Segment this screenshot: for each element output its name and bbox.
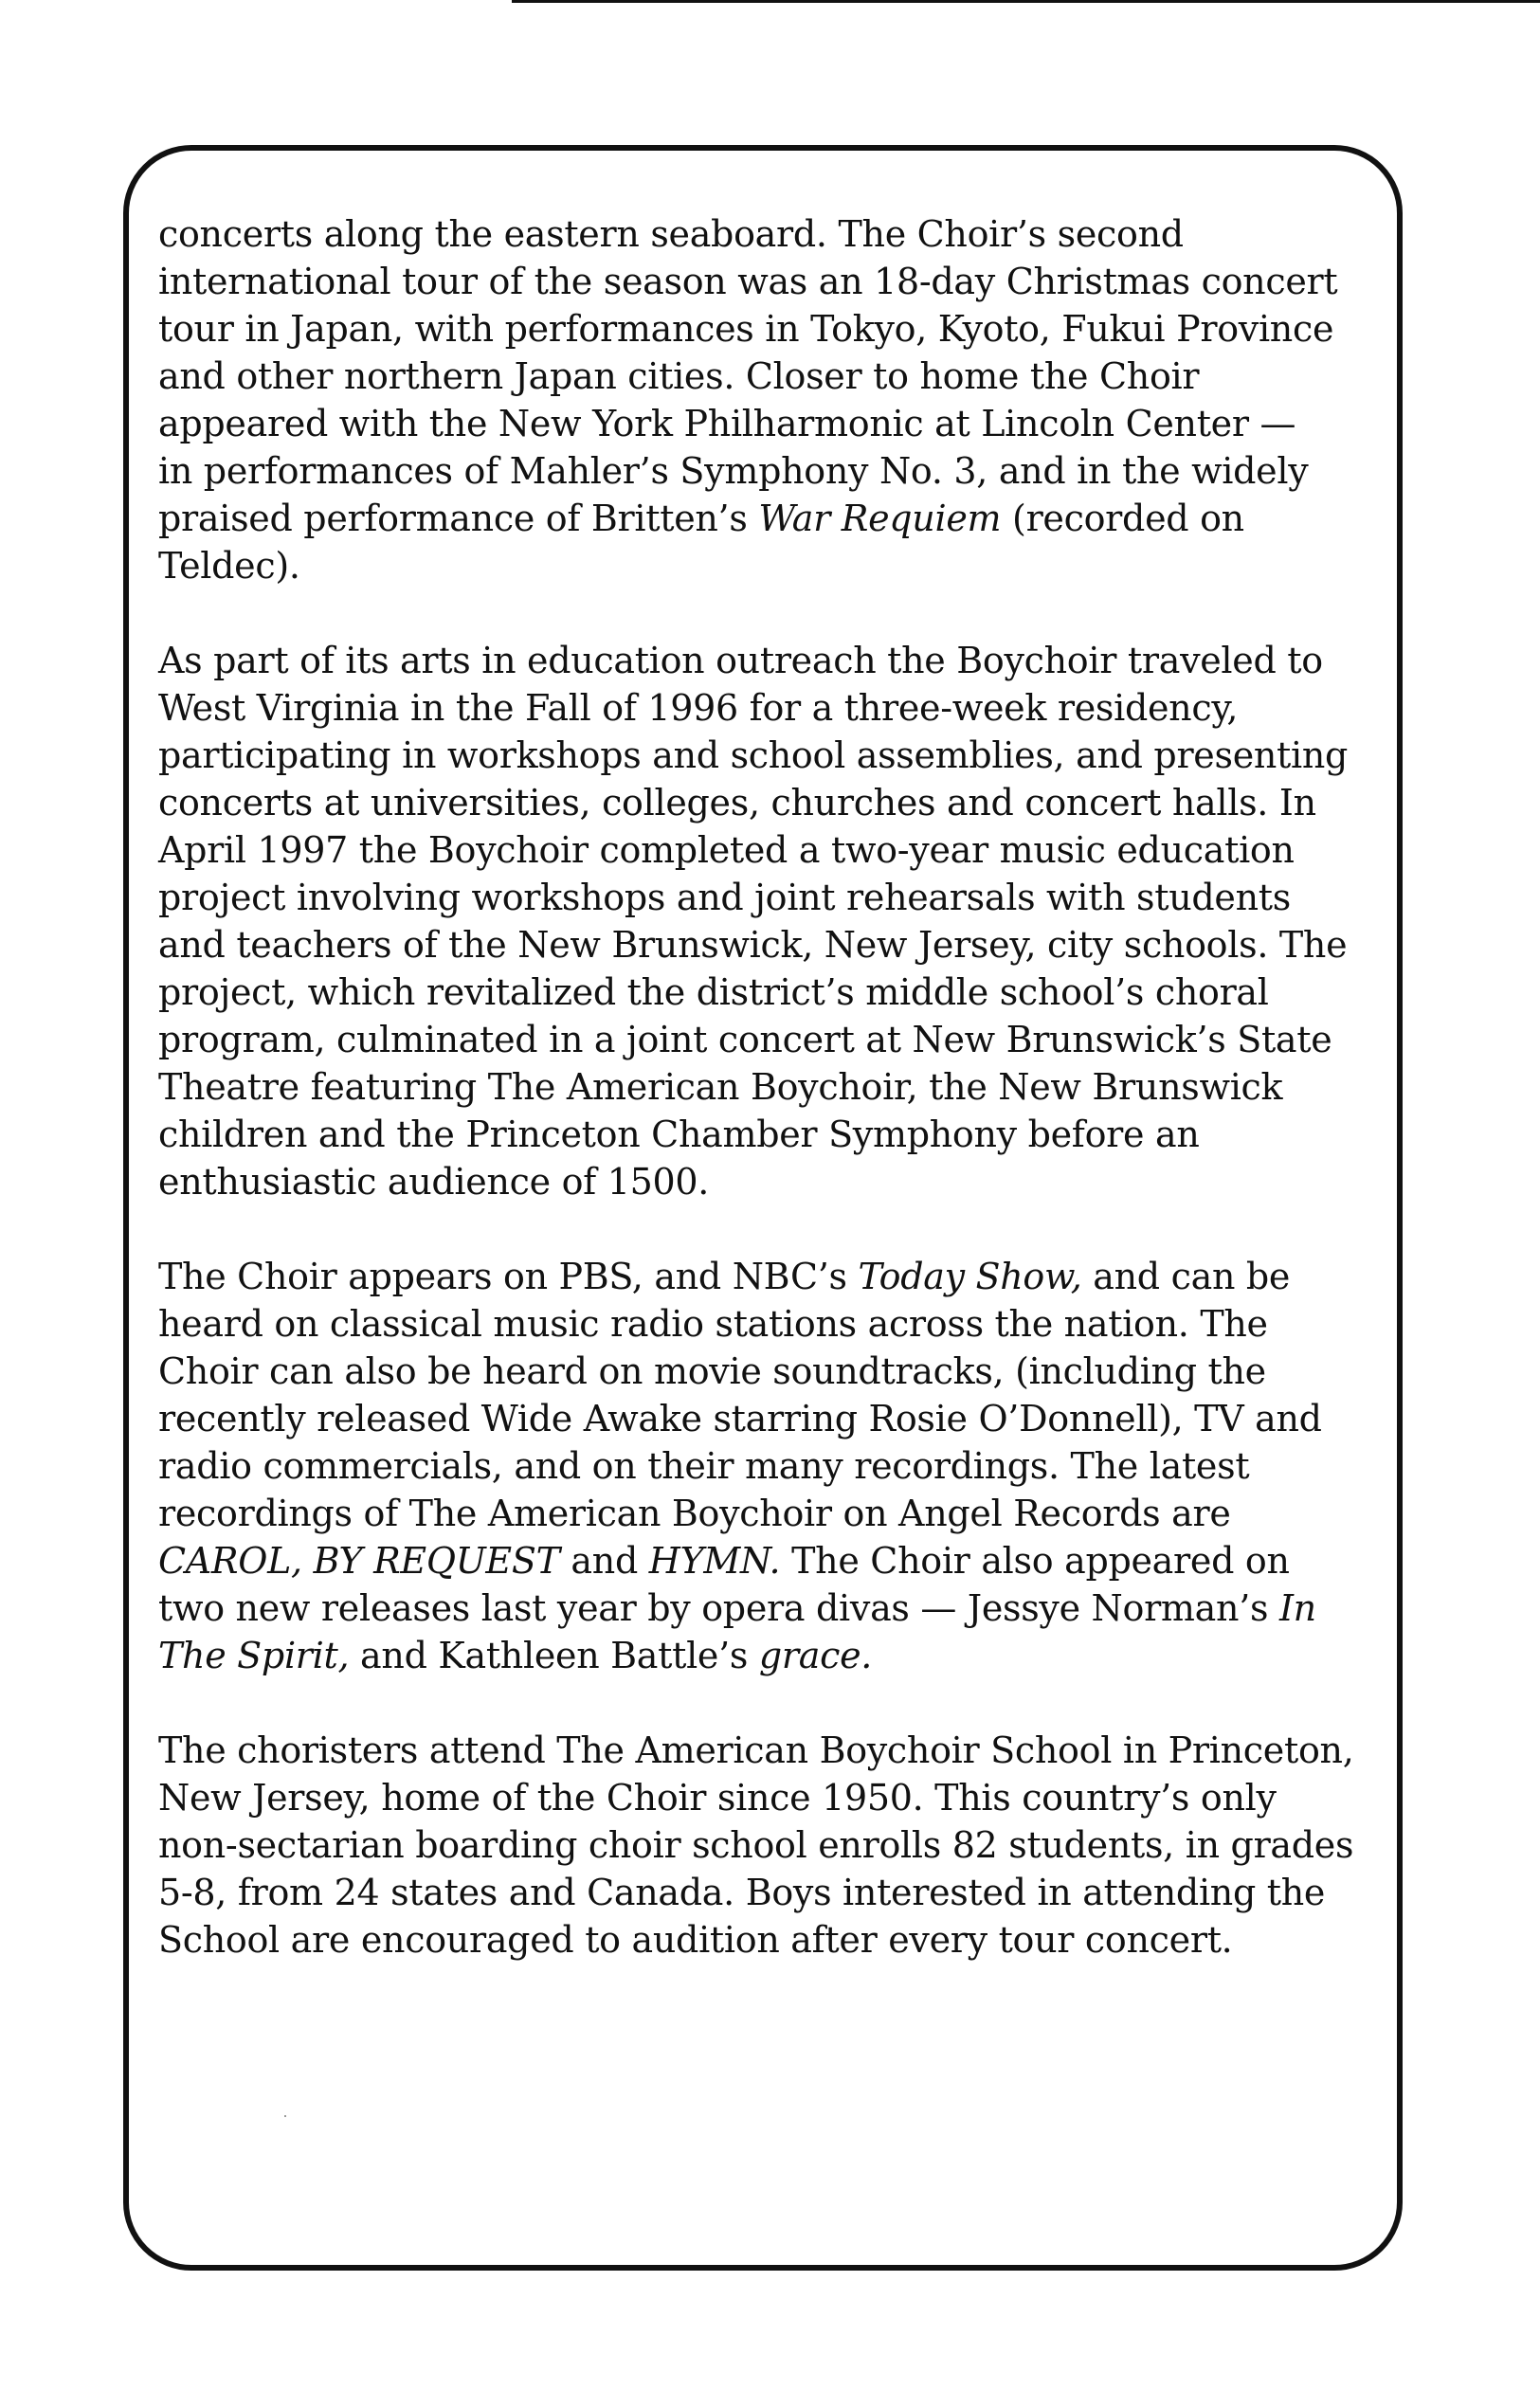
text-run: and can be [1081, 1256, 1291, 1297]
scan-speck [284, 2115, 286, 2117]
text-line [158, 969, 1381, 1016]
text-line [158, 1253, 1381, 1300]
text-line [158, 1016, 1381, 1063]
italic-title: CAROL, BY REQUEST [158, 1540, 560, 1582]
text-line [158, 305, 1381, 353]
text-line [158, 1632, 1381, 1679]
text-run: enthusiastic audience of 1500. [158, 1161, 710, 1203]
text-run: and other northern Japan cities. Closer to home the Choir [158, 355, 1200, 397]
text-run: tour in Japan, with performances in Tokyo, Kyoto, Fukui Province [158, 308, 1334, 350]
text-line [158, 637, 1381, 684]
text-line [158, 447, 1381, 495]
text-line [158, 921, 1381, 969]
text-run: project involving workshops and joint rehearsals with students [158, 877, 1291, 918]
text-run: project, which revitalized the district’s middle school’s choral [158, 971, 1269, 1013]
text-line [158, 1774, 1381, 1821]
text-line [158, 1442, 1381, 1490]
text-run: West Virginia in the Fall of 1996 for a three-week residency, [158, 687, 1239, 729]
paragraph [158, 210, 1381, 589]
body-text [158, 210, 1381, 2011]
text-run: two new releases last year by opera divas — Jessye Norman’s [158, 1587, 1279, 1629]
text-line [158, 874, 1381, 921]
text-line [158, 542, 1381, 589]
text-line [158, 1537, 1381, 1584]
paragraph [158, 637, 1381, 1205]
text-line [158, 779, 1381, 826]
text-line [158, 1727, 1381, 1774]
text-line [158, 826, 1381, 874]
text-run: concerts along the eastern seaboard. The Choir’s second [158, 213, 1184, 255]
paragraph [158, 1253, 1381, 1679]
text-line [158, 353, 1381, 400]
italic-title: War Requiem [758, 498, 1002, 539]
text-run: program, culminated in a joint concert at New Brunswick’s State [158, 1019, 1332, 1060]
text-line [158, 732, 1381, 779]
text-line [158, 1916, 1381, 1964]
text-run: and Kathleen Battle’s [349, 1635, 759, 1676]
text-run: international tour of the season was an 18-day Christmas concert [158, 261, 1338, 302]
italic-title: In [1278, 1587, 1316, 1629]
text-line [158, 1111, 1381, 1158]
text-run: Choir can also be heard on movie soundtracks, (including the [158, 1350, 1266, 1392]
italic-title: grace. [758, 1635, 873, 1676]
text-run: radio commercials, and on their many recordings. The latest [158, 1445, 1250, 1487]
text-line [158, 258, 1381, 305]
text-run: concerts at universities, colleges, churches and concert halls. In [158, 782, 1316, 824]
text-line [158, 1584, 1381, 1632]
text-run: The Choir appears on PBS, and NBC’s [158, 1256, 859, 1297]
text-line [158, 1348, 1381, 1395]
text-run: praised performance of Britten’s [158, 498, 759, 539]
italic-title: Today Show, [858, 1256, 1082, 1297]
italic-title: The Spirit, [158, 1635, 350, 1676]
text-run: recently released Wide Awake starring Rosie O’Donnell), TV and [158, 1398, 1322, 1439]
text-line [158, 400, 1381, 447]
text-run: in performances of Mahler’s Symphony No. 3, and in the widely [158, 450, 1309, 492]
text-line [158, 495, 1381, 542]
text-line [158, 1158, 1381, 1205]
text-run: New Jersey, home of the Choir since 1950. This country’s only [158, 1777, 1277, 1819]
text-line [158, 1300, 1381, 1348]
text-line [158, 1063, 1381, 1111]
text-run: As part of its arts in education outreach the Boychoir traveled to [158, 640, 1323, 681]
text-run: children and the Princeton Chamber Symphony before an [158, 1113, 1200, 1155]
text-run: April 1997 the Boychoir completed a two-year music education [158, 829, 1295, 871]
text-line [158, 210, 1381, 258]
text-run: The choristers attend The American Boychoir School in Princeton, [158, 1729, 1354, 1771]
text-line [158, 1821, 1381, 1869]
text-line [158, 1490, 1381, 1537]
top-rule [512, 0, 1540, 3]
paragraph [158, 1727, 1381, 1964]
text-line [158, 684, 1381, 732]
text-run: heard on classical music radio stations across the nation. The [158, 1303, 1268, 1345]
text-run: appeared with the New York Philharmonic at Lincoln Center — [158, 403, 1296, 444]
text-run: The Choir also appeared on [780, 1540, 1290, 1582]
text-run: (recorded on [1001, 498, 1244, 539]
text-run: 5-8, from 24 states and Canada. Boys interested in attending the [158, 1872, 1326, 1913]
text-run: non-sectarian boarding choir school enrolls 82 students, in grades [158, 1824, 1354, 1866]
text-run: School are encouraged to audition after every tour concert. [158, 1919, 1233, 1961]
text-line [158, 1869, 1381, 1916]
text-run: Theatre featuring The American Boychoir, the New Brunswick [158, 1066, 1283, 1108]
text-run: and [559, 1540, 649, 1582]
italic-title: HYMN. [648, 1540, 781, 1582]
text-run: participating in workshops and school assemblies, and presenting [158, 734, 1349, 776]
text-run: Teldec). [158, 545, 300, 587]
text-run: and teachers of the New Brunswick, New Jersey, city schools. The [158, 924, 1348, 966]
text-run: recordings of The American Boychoir on Angel Records are [158, 1493, 1231, 1534]
text-line [158, 1395, 1381, 1442]
